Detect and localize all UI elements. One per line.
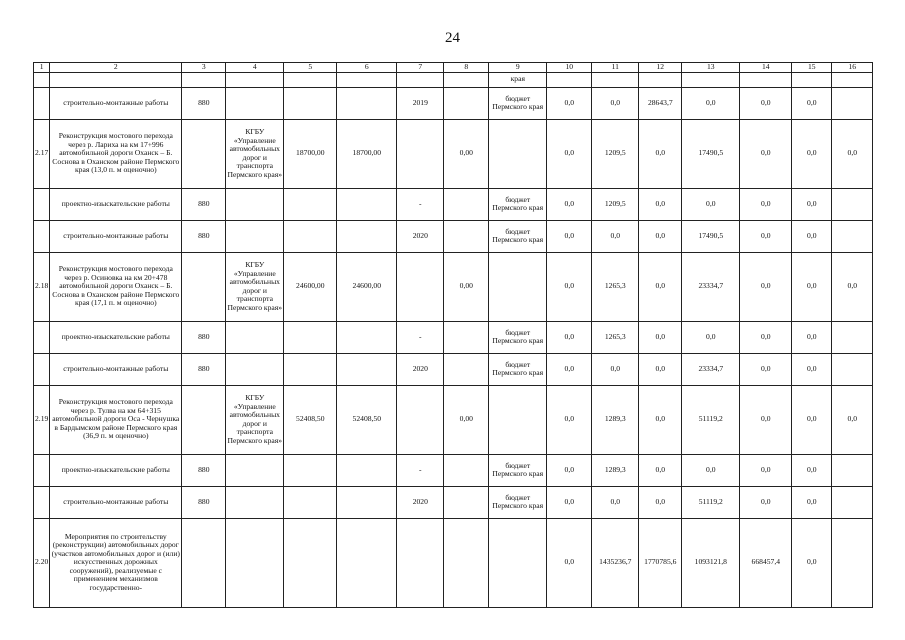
- amount-cell: 668457,4: [740, 518, 792, 607]
- amount-cell: 0,0: [639, 385, 682, 454]
- amount-cell: 0,0: [639, 486, 682, 518]
- amount-cell: 0,0: [792, 353, 832, 385]
- amount-cell: 0,0: [792, 87, 832, 119]
- funding-source-cell: бюджет Пермского края: [489, 188, 547, 220]
- code-cell: [182, 252, 226, 321]
- funding-source-cell: бюджет Пермского края: [489, 321, 547, 353]
- estimated-cost-cell: [284, 454, 337, 486]
- program-table: [33, 62, 873, 608]
- year-cell: 2019: [397, 87, 444, 119]
- subitem-row: [34, 454, 873, 486]
- code-cell: 880: [182, 87, 226, 119]
- amount-cell: 0,0: [547, 87, 592, 119]
- row-number-cell: [34, 87, 50, 119]
- amount-cell: 0,0: [547, 220, 592, 252]
- amount-cell: 1209,5: [592, 119, 639, 188]
- amount-cell: [832, 486, 873, 518]
- subitem-row: [34, 321, 873, 353]
- amount-cell: 51119,2: [682, 385, 740, 454]
- amount-cell: 0,0: [547, 119, 592, 188]
- amount-cell: 17490,5: [682, 119, 740, 188]
- estimated-cost-cell: [284, 518, 337, 607]
- amount-cell: 0,0: [792, 518, 832, 607]
- executor-cell: [226, 188, 284, 220]
- item-name-cell: Мероприятия по строительству (реконструкции) автомобильных дорог (участков автомобильных дорог и (или) искусственных дорожных сооружений), реализуемые с применением механизмов государственно-: [50, 518, 182, 607]
- amount-cell: 1209,5: [592, 188, 639, 220]
- header-cell: 1: [34, 63, 50, 73]
- amount-cell: 1770785,6: [639, 518, 682, 607]
- table-row: [34, 385, 873, 454]
- estimated-cost-cell: 24600,00: [284, 252, 337, 321]
- completed-cell: [444, 188, 489, 220]
- contract-cost-cell: 52408,50: [337, 385, 397, 454]
- funding-source-cell: края: [489, 72, 547, 87]
- completed-cell: [444, 87, 489, 119]
- header-cell: 5: [284, 63, 337, 73]
- header-cell: 14: [740, 63, 792, 73]
- contract-cost-cell: [337, 518, 397, 607]
- header-cell: 9: [489, 63, 547, 73]
- table-cell: [639, 72, 682, 87]
- year-cell: [397, 252, 444, 321]
- row-number-cell: [34, 188, 50, 220]
- amount-cell: 0,0: [792, 119, 832, 188]
- amount-cell: [832, 220, 873, 252]
- estimated-cost-cell: [284, 220, 337, 252]
- completed-cell: [444, 486, 489, 518]
- table-cell: [832, 72, 873, 87]
- amount-cell: 0,0: [639, 454, 682, 486]
- contract-cost-cell: [337, 220, 397, 252]
- estimated-cost-cell: 18700,00: [284, 119, 337, 188]
- amount-cell: 0,0: [792, 385, 832, 454]
- amount-cell: 0,0: [639, 353, 682, 385]
- header-cell: 7: [397, 63, 444, 73]
- year-cell: [397, 385, 444, 454]
- row-number-cell: 2.19: [34, 385, 50, 454]
- funding-source-cell: бюджет Пермского края: [489, 353, 547, 385]
- executor-cell: [226, 220, 284, 252]
- amount-cell: 0,0: [592, 87, 639, 119]
- amount-cell: 0,0: [792, 454, 832, 486]
- header-cell: 10: [547, 63, 592, 73]
- item-name-cell: Реконструкция мостового перехода через р. Лариха на км 17+996 автомобильной дороги Оханск – Б. Соснова в Оханском районе Пермского края (13,0 п. м оценочно): [50, 119, 182, 188]
- amount-cell: 0,0: [740, 252, 792, 321]
- amount-cell: 0,0: [639, 220, 682, 252]
- row-number-cell: [34, 353, 50, 385]
- amount-cell: 0,0: [547, 486, 592, 518]
- completed-cell: [444, 353, 489, 385]
- header-cell: 2: [50, 63, 182, 73]
- executor-cell: [226, 454, 284, 486]
- header-cell: 13: [682, 63, 740, 73]
- contract-cost-cell: 18700,00: [337, 119, 397, 188]
- row-number-cell: [34, 321, 50, 353]
- row-number-cell: 2.17: [34, 119, 50, 188]
- funding-source-cell: бюджет Пермского края: [489, 220, 547, 252]
- amount-cell: [832, 353, 873, 385]
- amount-cell: 23334,7: [682, 353, 740, 385]
- table-cell: [337, 72, 397, 87]
- amount-cell: 1093121,8: [682, 518, 740, 607]
- item-name-cell: строительно-монтажные работы: [50, 353, 182, 385]
- amount-cell: 0,0: [547, 252, 592, 321]
- header-cell: 11: [592, 63, 639, 73]
- subitem-row: [34, 353, 873, 385]
- table-row: [34, 252, 873, 321]
- item-name-cell: строительно-монтажные работы: [50, 220, 182, 252]
- amount-cell: 1289,3: [592, 385, 639, 454]
- amount-cell: 1289,3: [592, 454, 639, 486]
- table-cell: [444, 72, 489, 87]
- amount-cell: 0,0: [682, 87, 740, 119]
- amount-cell: 0,0: [792, 220, 832, 252]
- estimated-cost-cell: [284, 188, 337, 220]
- code-cell: 880: [182, 353, 226, 385]
- executor-cell: [226, 321, 284, 353]
- amount-cell: 0,0: [740, 321, 792, 353]
- column-number-row: [34, 63, 873, 73]
- amount-cell: 0,0: [740, 385, 792, 454]
- amount-cell: 51119,2: [682, 486, 740, 518]
- contract-cost-cell: [337, 454, 397, 486]
- executor-cell: КГБУ «Управление автомобильных дорог и транспорта Пермского края»: [226, 119, 284, 188]
- year-cell: 2020: [397, 486, 444, 518]
- code-cell: [182, 119, 226, 188]
- code-cell: 880: [182, 220, 226, 252]
- amount-cell: 0,0: [592, 220, 639, 252]
- estimated-cost-cell: [284, 353, 337, 385]
- contract-cost-cell: [337, 188, 397, 220]
- contract-cost-cell: [337, 486, 397, 518]
- amount-cell: 0,0: [547, 518, 592, 607]
- amount-cell: 23334,7: [682, 252, 740, 321]
- amount-cell: [832, 87, 873, 119]
- table-cell: [740, 72, 792, 87]
- table-cell: [397, 72, 444, 87]
- amount-cell: 0,0: [547, 188, 592, 220]
- executor-cell: КГБУ «Управление автомобильных дорог и транспорта Пермского края»: [226, 385, 284, 454]
- funding-source-cell: [489, 518, 547, 607]
- amount-cell: 1265,3: [592, 321, 639, 353]
- amount-cell: 0,0: [547, 454, 592, 486]
- header-cell: 4: [226, 63, 284, 73]
- item-name-cell: проектно-изыскательские работы: [50, 188, 182, 220]
- executor-cell: [226, 518, 284, 607]
- amount-cell: [832, 188, 873, 220]
- amount-cell: 0,0: [792, 321, 832, 353]
- amount-cell: 0,0: [682, 188, 740, 220]
- code-cell: 880: [182, 188, 226, 220]
- year-cell: -: [397, 188, 444, 220]
- amount-cell: 0,0: [740, 486, 792, 518]
- completed-cell: [444, 321, 489, 353]
- header-cell: 8: [444, 63, 489, 73]
- page-number: 24: [445, 30, 460, 46]
- estimated-cost-cell: [284, 321, 337, 353]
- amount-cell: 0,0: [740, 353, 792, 385]
- amount-cell: 0,0: [639, 119, 682, 188]
- completed-cell: 0,00: [444, 385, 489, 454]
- amount-cell: 0,0: [740, 87, 792, 119]
- subitem-row: [34, 220, 873, 252]
- amount-cell: 0,0: [740, 188, 792, 220]
- executor-cell: [226, 87, 284, 119]
- code-cell: [182, 518, 226, 607]
- table-cell: [182, 72, 226, 87]
- table-row: [34, 518, 873, 607]
- amount-cell: 0,0: [639, 321, 682, 353]
- amount-cell: 0,0: [740, 220, 792, 252]
- amount-cell: [832, 518, 873, 607]
- funding-source-cell: [489, 385, 547, 454]
- amount-cell: 0,0: [832, 385, 873, 454]
- contract-cost-cell: 24600,00: [337, 252, 397, 321]
- contract-cost-cell: [337, 87, 397, 119]
- contract-cost-cell: [337, 321, 397, 353]
- amount-cell: [832, 321, 873, 353]
- completed-cell: [444, 454, 489, 486]
- amount-cell: 1435236,7: [592, 518, 639, 607]
- code-cell: [182, 385, 226, 454]
- year-cell: 2020: [397, 220, 444, 252]
- header-cell: 6: [337, 63, 397, 73]
- funding-source-cell: [489, 252, 547, 321]
- code-cell: 880: [182, 486, 226, 518]
- funding-source-cell: [489, 119, 547, 188]
- row-number-cell: 2.20: [34, 518, 50, 607]
- amount-cell: 0,0: [682, 321, 740, 353]
- header-cell: 15: [792, 63, 832, 73]
- header-cell: 12: [639, 63, 682, 73]
- funding-source-cell: бюджет Пермского края: [489, 454, 547, 486]
- amount-cell: 0,0: [639, 188, 682, 220]
- contract-cost-cell: [337, 353, 397, 385]
- item-name-cell: Реконструкция мостового перехода через р. Тулва на км 64+315 автомобильной дороги Оса - Чернушка в Бардымском районе Пермского края (36,9 п. м оценочно): [50, 385, 182, 454]
- table-cell: [50, 72, 182, 87]
- amount-cell: 0,0: [639, 252, 682, 321]
- completed-cell: 0,00: [444, 252, 489, 321]
- item-name-cell: проектно-изыскательские работы: [50, 454, 182, 486]
- item-name-cell: проектно-изыскательские работы: [50, 321, 182, 353]
- amount-cell: [832, 454, 873, 486]
- table-cell: [226, 72, 284, 87]
- header-cell: 16: [832, 63, 873, 73]
- completed-cell: [444, 220, 489, 252]
- table-cell: [682, 72, 740, 87]
- amount-cell: 0,0: [592, 486, 639, 518]
- table-row: [34, 119, 873, 188]
- amount-cell: 0,0: [832, 252, 873, 321]
- completed-cell: [444, 518, 489, 607]
- row-number-cell: 2.18: [34, 252, 50, 321]
- code-cell: 880: [182, 454, 226, 486]
- table-cell: [34, 72, 50, 87]
- row-number-cell: [34, 454, 50, 486]
- amount-cell: 0,0: [592, 353, 639, 385]
- amount-cell: 0,0: [547, 385, 592, 454]
- completed-cell: 0,00: [444, 119, 489, 188]
- table-cell: [792, 72, 832, 87]
- header-cell: 3: [182, 63, 226, 73]
- item-name-cell: строительно-монтажные работы: [50, 87, 182, 119]
- funding-source-cell: бюджет Пермского края: [489, 486, 547, 518]
- amount-cell: 0,0: [740, 454, 792, 486]
- amount-cell: 28643,7: [639, 87, 682, 119]
- amount-cell: 0,0: [547, 321, 592, 353]
- amount-cell: 17490,5: [682, 220, 740, 252]
- continuation-row: [34, 72, 873, 87]
- executor-cell: [226, 486, 284, 518]
- funding-source-cell: бюджет Пермского края: [489, 87, 547, 119]
- amount-cell: 0,0: [740, 119, 792, 188]
- table-cell: [284, 72, 337, 87]
- year-cell: 2020: [397, 353, 444, 385]
- row-number-cell: [34, 486, 50, 518]
- year-cell: -: [397, 321, 444, 353]
- subitem-row: [34, 188, 873, 220]
- amount-cell: 0,0: [682, 454, 740, 486]
- row-number-cell: [34, 220, 50, 252]
- code-cell: 880: [182, 321, 226, 353]
- amount-cell: 1265,3: [592, 252, 639, 321]
- item-name-cell: Реконструкция мостового перехода через р. Осиновка на км 20+478 автомобильной дороги Оханск – Б. Соснова в Оханском районе Пермского края (17,1 п. м оценочно): [50, 252, 182, 321]
- year-cell: [397, 518, 444, 607]
- amount-cell: 0,0: [792, 188, 832, 220]
- estimated-cost-cell: [284, 87, 337, 119]
- subitem-row: [34, 87, 873, 119]
- amount-cell: 0,0: [792, 486, 832, 518]
- amount-cell: 0,0: [792, 252, 832, 321]
- table-cell: [547, 72, 592, 87]
- executor-cell: КГБУ «Управление автомобильных дорог и транспорта Пермского края»: [226, 252, 284, 321]
- executor-cell: [226, 353, 284, 385]
- subitem-row: [34, 486, 873, 518]
- estimated-cost-cell: [284, 486, 337, 518]
- estimated-cost-cell: 52408,50: [284, 385, 337, 454]
- amount-cell: 0,0: [832, 119, 873, 188]
- item-name-cell: строительно-монтажные работы: [50, 486, 182, 518]
- year-cell: -: [397, 454, 444, 486]
- amount-cell: 0,0: [547, 353, 592, 385]
- table-cell: [592, 72, 639, 87]
- year-cell: [397, 119, 444, 188]
